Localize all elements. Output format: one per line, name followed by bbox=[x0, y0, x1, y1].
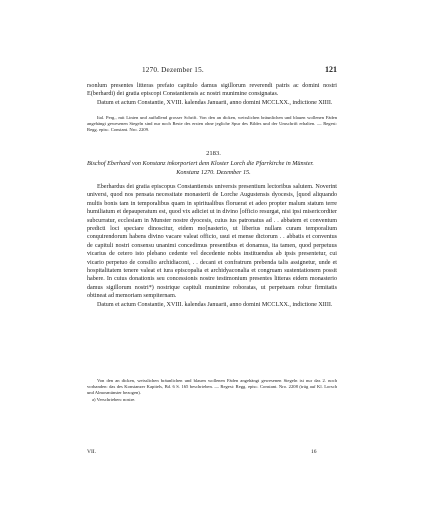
document-number: 2183. bbox=[206, 150, 221, 157]
seal-note bbox=[87, 378, 337, 396]
seal-note-text: Von den an dicken, weisslichen bräunlichen und blauen wollenen Fäden angehängt gewesenen Siegeln ist nur das 2. noch vorhanden: das des Konstanzer Kapitels, Bd. 6 S. 165 beschrieben. — Regest: Regg. episc. Constant. Nro. 2208 (trüg auf Kl. Lorsch und Almosmünster bezogen). bbox=[87, 378, 337, 396]
running-header bbox=[87, 66, 337, 76]
signature-mark: VII. bbox=[87, 449, 97, 455]
editorial-note bbox=[87, 115, 337, 133]
document-place-date: Konstanz 1270. Dezember 15. bbox=[176, 169, 251, 176]
charter-dating-clause: Datum et actum Constantie, XVIII. kalendas Januarii, anno domini MCCLXX., indictione XIIII. bbox=[97, 301, 333, 308]
footnote: a) Verschrieben: nostre. bbox=[92, 397, 136, 402]
continued-paragraph: rsonlum presentes litteras prefato capitulo damus sigillorum reverendi patris ac domini nostri E(berhardi) dei gratia episcopi Constantiensis ac nostri munimine consignatas. bbox=[87, 83, 337, 98]
document-title: Bischof Eberhard von Konstanz inkorporiert dem Kloster Lorch die Pfarrkirche in Münster. bbox=[87, 160, 314, 167]
header-date: 1270. Dezember 15. bbox=[142, 66, 204, 74]
dating-clause: Datum et actum Constantie, XVIII. kalendas Januarii, anno domini MCCLXX., indictione XIIII. bbox=[97, 99, 333, 106]
note-text: Ital. Perg., mit Linien und auffallend grosser Schrift. Von den an dicken, weisslichen bräunlichen und blauen wollenen Fäden angehängt gewesenen Siegeln sind nur noch Reste des ersten ohne jegliche Spur des Bildes und der Umschrift erhalten. — Regest: Regg. episc. Constant. Nro. 2209. bbox=[87, 115, 337, 133]
page-number: 121 bbox=[325, 65, 337, 74]
document-body bbox=[87, 183, 337, 309]
sheet-number: 16 bbox=[311, 449, 317, 455]
continued-text bbox=[87, 82, 337, 107]
charter-text: Eberhardus dei gratia episcopus Constantiensis universis presentium lectoribus salutem. Noverint universi, quod nos pensata necessitate monasterii de Lorche Augustensis dyocesis, [quod aliquando multis bonis tam in temporalibus quam in spiritualibus floruerat et adeo propter malum statum terre humiliatum et depauperatum est, quod vix adiciet ut in divino [officio resurgat, nisi ipsi misericorditer subcurratur, ecclesiam in Munster nostre dyocesis, cuius ius patronatus ad . . abbatem et conventum predicti loci speciare dinoscitur, eidem mo[nasterio, ut liberius nullam curam temporalium conquirendorum habens divino vacare valeat officio, usui et mense dictorum . . abbatis et conventus de capituli nostri consensu unanimi concedimus presentibus et donamus, ita tamen, quod perpetuus vicarius de cetero isto plebano cedente vel decedente nobis instituendus ab ipsis presentetur, cui vicario perpetuo de consilio archidiaconi, . . decani et confratrum prebenda talis assignetur, unde et hospitalitatem tenere valeat et iura episcopalia et archidyaconalia et congruam sustentationem possit habere. In cuius donationis seu concessionis nostre testimonium presentes litteras eidem monasterio damus sigillorum nostri*) nostrique capituli munimine roboratas, ut perpetuam robur firmitatis obtineat ad memoriam sempiternam. bbox=[87, 184, 337, 300]
